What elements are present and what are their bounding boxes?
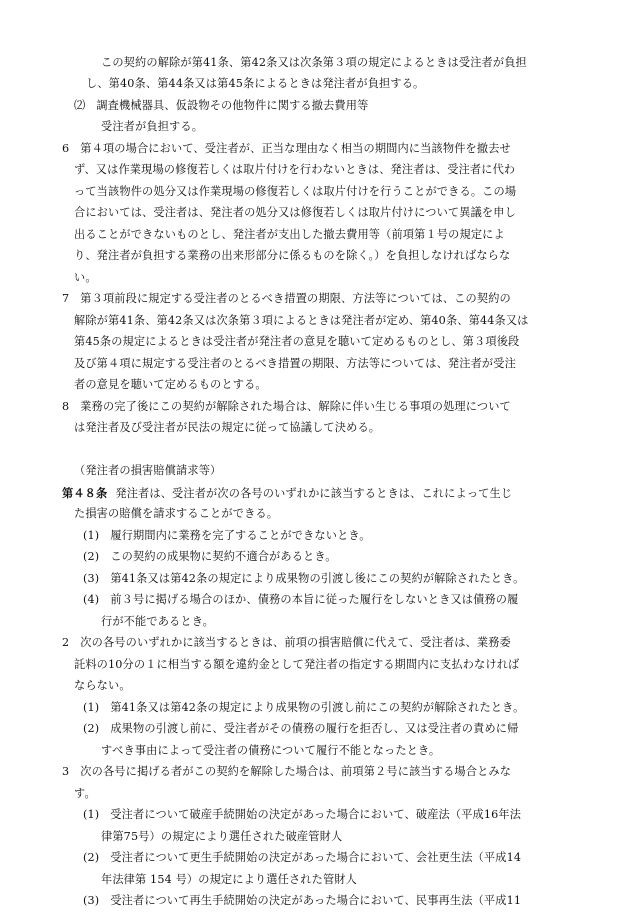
item-number: 第４８条 bbox=[62, 486, 108, 500]
item-number: 7 bbox=[62, 292, 70, 305]
text-line bbox=[62, 288, 511, 310]
line-text: って当該物件の処分又は作業現場の修復若しくは取片付けを行うことができる。この場 bbox=[74, 185, 517, 198]
text-line bbox=[101, 740, 440, 762]
line-text: は発注者及び受注者が民法の規定に従って協議して決める。 bbox=[74, 421, 381, 434]
text-line bbox=[83, 697, 524, 719]
line-text: 受注者が負担する。 bbox=[101, 120, 204, 133]
text-line bbox=[74, 224, 505, 246]
line-text: 次の各号のいずれかに該当するときは、前項の損害賠償に代えて、受注者は、業務委 bbox=[80, 636, 511, 649]
item-number: 8 bbox=[62, 400, 70, 413]
text-line bbox=[101, 116, 203, 138]
item-number: 6 bbox=[62, 142, 70, 155]
line-text: 発注者は、受注者が次の各号のいずれかに該当するときは、これによって生じ bbox=[115, 487, 513, 500]
text-line bbox=[101, 52, 527, 74]
text-line bbox=[62, 632, 511, 654]
line-text: 第45条の規定によるときは受注者が発注者の意見を聴いて定めるものとし、第３項後段 bbox=[74, 335, 520, 348]
text-line bbox=[83, 589, 518, 611]
text-line bbox=[83, 568, 524, 590]
item-number: (2) bbox=[83, 722, 100, 735]
item-number: (4) bbox=[83, 593, 100, 606]
line-text: 受注者について破産手続開始の決定があった場合において、破産法（平成16年法 bbox=[110, 808, 522, 821]
line-text: 年法律第 154 号）の規定により選任された管財人 bbox=[101, 873, 357, 886]
text-line bbox=[74, 783, 96, 805]
text-line bbox=[62, 396, 511, 418]
line-text: 者の意見を聴いて定めるものとする。 bbox=[74, 378, 267, 391]
article-heading-line bbox=[62, 482, 512, 504]
text-line bbox=[74, 267, 97, 289]
text-line bbox=[74, 675, 131, 697]
line-text: 第41条又は第42条の規定により成果物の引渡し前にこの契約が解除されたとき。 bbox=[110, 701, 525, 714]
item-number: (1) bbox=[83, 701, 100, 714]
text-line bbox=[74, 95, 368, 117]
item-number: ⑵ bbox=[74, 99, 86, 112]
line-text: り、発注者が負担する業務の出来形部分に係るものを除く。）を負担しなければならな bbox=[74, 249, 511, 262]
text-line bbox=[62, 761, 511, 783]
item-number: (3) bbox=[83, 572, 100, 585]
line-text: い。 bbox=[74, 271, 97, 284]
item-number: 2 bbox=[62, 636, 70, 649]
line-text: 成果物の引渡し前に、受注者がその債務の履行を拒否し、又は受注者の責めに帰 bbox=[110, 722, 519, 735]
text-line bbox=[74, 159, 515, 181]
text-line bbox=[74, 245, 510, 267]
line-text: し、第40条、第44条又は第45条によるときは発注者が負担する。 bbox=[86, 77, 425, 90]
line-text: 受注者について再生手続開始の決定があった場合において、民事再生法（平成11 bbox=[110, 894, 522, 907]
text-line bbox=[74, 353, 516, 375]
line-text: 前３号に掲げる場合のほか、債務の本旨に従った履行をしないとき又は債務の履 bbox=[110, 593, 519, 606]
line-text: この契約の解除が第41条、第42条又は次条第３項の規定によるときは受注者が負担 bbox=[101, 56, 527, 69]
line-text: （発注者の損害賠償請求等） bbox=[74, 464, 222, 477]
text-line bbox=[86, 73, 424, 95]
line-text: すべき事由によって受注者の債務について履行不能となったとき。 bbox=[101, 744, 441, 757]
item-number: (1) bbox=[83, 808, 100, 821]
text-line bbox=[83, 804, 521, 826]
text-line bbox=[74, 460, 221, 482]
item-number: (1) bbox=[83, 529, 100, 542]
text-line bbox=[101, 869, 357, 891]
line-text: 託料の10分の１に相当する額を違約金として発注者の指定する期間内に支払わなければ bbox=[74, 658, 520, 671]
line-text: 解除が第41条、第42条又は次条第３項によるときは発注者が定め、第40条、第44条又は bbox=[74, 314, 529, 327]
text-line bbox=[83, 847, 521, 869]
text-line bbox=[83, 718, 518, 740]
line-text: 業務の完了後にこの契約が解除された場合は、解除に伴い生じる事項の処理について bbox=[80, 400, 511, 413]
item-number: (3) bbox=[83, 894, 100, 907]
text-line bbox=[74, 654, 519, 676]
line-text: す。 bbox=[74, 787, 96, 800]
text-line bbox=[74, 417, 380, 439]
text-line bbox=[83, 890, 521, 912]
text-line bbox=[74, 310, 529, 332]
line-text: 及び第４項に規定する受注者のとるべき措置の期限、方法等については、発注者が受注 bbox=[74, 357, 516, 370]
line-text: この契約の成果物に契約不適合があるとき。 bbox=[110, 550, 337, 563]
line-text: 受注者について更生手続開始の決定があった場合において、会社更生法（平成14 bbox=[110, 851, 522, 864]
line-text: 合においては、受注者は、発注者の処分又は修復若しくは取片付けについて異議を申し bbox=[74, 206, 516, 219]
line-text: 調査機械器具、仮設物その他物件に関する撤去費用等 bbox=[96, 99, 369, 112]
line-text: 律第75号）の規定により選任された破産管財人 bbox=[101, 830, 343, 843]
line-text: 履行期間内に業務を完了することができないとき。 bbox=[110, 529, 371, 542]
text-line bbox=[74, 503, 278, 525]
line-text: 第41条又は第42条の規定により成果物の引渡し後にこの契約が解除されたとき。 bbox=[110, 572, 525, 585]
text-line bbox=[62, 138, 511, 160]
line-text: た損害の賠償を請求することができる。 bbox=[74, 507, 279, 520]
line-text: ず、又は作業現場の修復若しくは取片付けを行わないときは、発注者は、受注者に代わ bbox=[74, 163, 516, 176]
text-line bbox=[83, 546, 337, 568]
text-line bbox=[101, 826, 342, 848]
line-text: 出ることができないものとし、発注者が支出した撤去費用等（前項第１号の規定によ bbox=[74, 228, 505, 241]
text-line bbox=[101, 611, 214, 633]
line-text: 次の各号に掲げる者がこの契約を解除した場合は、前項第２号に該当する場合とみな bbox=[80, 765, 512, 778]
item-number: 3 bbox=[62, 765, 70, 778]
line-text: 第３項前段に規定する受注者のとるべき措置の期限、方法等については、この契約の bbox=[80, 292, 511, 305]
text-line bbox=[83, 525, 371, 547]
line-text: 行が不能であるとき。 bbox=[101, 615, 214, 628]
text-line bbox=[74, 331, 519, 353]
line-text: 第４項の場合において、受注者が、正当な理由なく相当の期間内に当該物件を撤去せ bbox=[80, 142, 511, 155]
text-line bbox=[74, 181, 516, 203]
text-line bbox=[74, 202, 516, 224]
item-number: (2) bbox=[83, 550, 100, 563]
item-number: (2) bbox=[83, 851, 100, 864]
text-line bbox=[74, 374, 267, 396]
line-text: ならない。 bbox=[74, 679, 131, 692]
